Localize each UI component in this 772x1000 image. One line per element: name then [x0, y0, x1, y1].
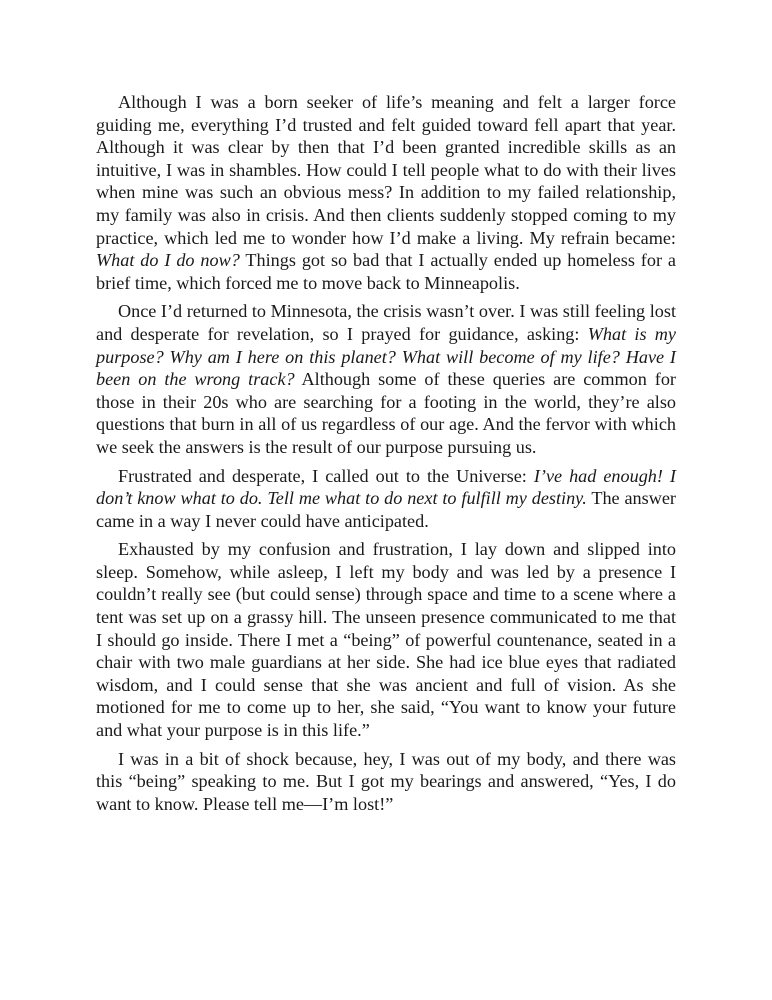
paragraph-1 — [96, 91, 676, 294]
paragraph-2 — [96, 300, 676, 458]
paragraph-2-run-2: What is my purpose? Why am I here on this planet? What will become of my life? Have I been on the wrong track? — [96, 323, 676, 390]
paragraph-3 — [96, 465, 676, 533]
paragraph-3-run-3: The answer came in a way I never could have anticipated. — [96, 488, 676, 531]
paragraph-5 — [96, 748, 676, 816]
paragraph-5-run-1: I was in a bit of shock because, hey, I was out of my body, and there was this “being” speaking to me. But I got my bearings and answered, “Yes, I do want to know. Please tell me—I’m lost!” — [96, 748, 676, 814]
page-body — [96, 91, 676, 821]
paragraph-1-run-2: What do I do now? — [96, 250, 240, 271]
paragraph-1-run-1: Although I was a born seeker of life’s meaning and felt a larger force guiding me, everything I’d trusted and felt guided toward fell apart that year. Although it was clear by then that I’d been granted incredible skills as an intuitive, I was in shambles. How could I tell people what to do with their lives when mine was such an obvious mess? In addition to my failed relationship, my family was also in crisis. And then clients suddenly stopped coming to my practice, which led me to wonder how I’d make a living. My refrain became: — [96, 92, 676, 248]
paragraph-4-run-1: Exhausted by my confusion and frustration, I lay down and slipped into sleep. Somehow, while asleep, I left my body and was led by a presence I couldn’t really see (but could sense) through space and time to a scene where a tent was set up on a grassy hill. The unseen presence communicated to me that I should go inside. There I met a “being” of powerful countenance, seated in a chair with two male guardians at her side. She had ice blue eyes that radiated wisdom, and I could sense that she was ancient and full of vision. As she motioned for me to come up to her, she said, “You want to know your future and what your purpose is in this life.” — [96, 539, 676, 741]
paragraph-3-run-2: I’ve had enough! I don’t know what to do. Tell me what to do next to fulfill my destiny. — [96, 465, 676, 509]
paragraph-2-run-3: Although some of these queries are common for those in their 20s who are searching for a footing in the world, they’re also questions that burn in all of us regardless of our age. And the fervor with which we seek the answers is the result of our purpose pursuing us. — [96, 369, 676, 457]
paragraph-3-run-1: Frustrated and desperate, I called out to the Universe: — [118, 465, 534, 486]
paragraph-1-run-3: Things got so bad that I actually ended up homeless for a brief time, which forced me to move back to Minneapolis. — [96, 250, 676, 293]
paragraph-2-run-1: Once I’d returned to Minnesota, the crisis wasn’t over. I was still feeling lost and desperate for revelation, so I prayed for guidance, asking: — [96, 301, 676, 344]
paragraph-4 — [96, 538, 676, 741]
